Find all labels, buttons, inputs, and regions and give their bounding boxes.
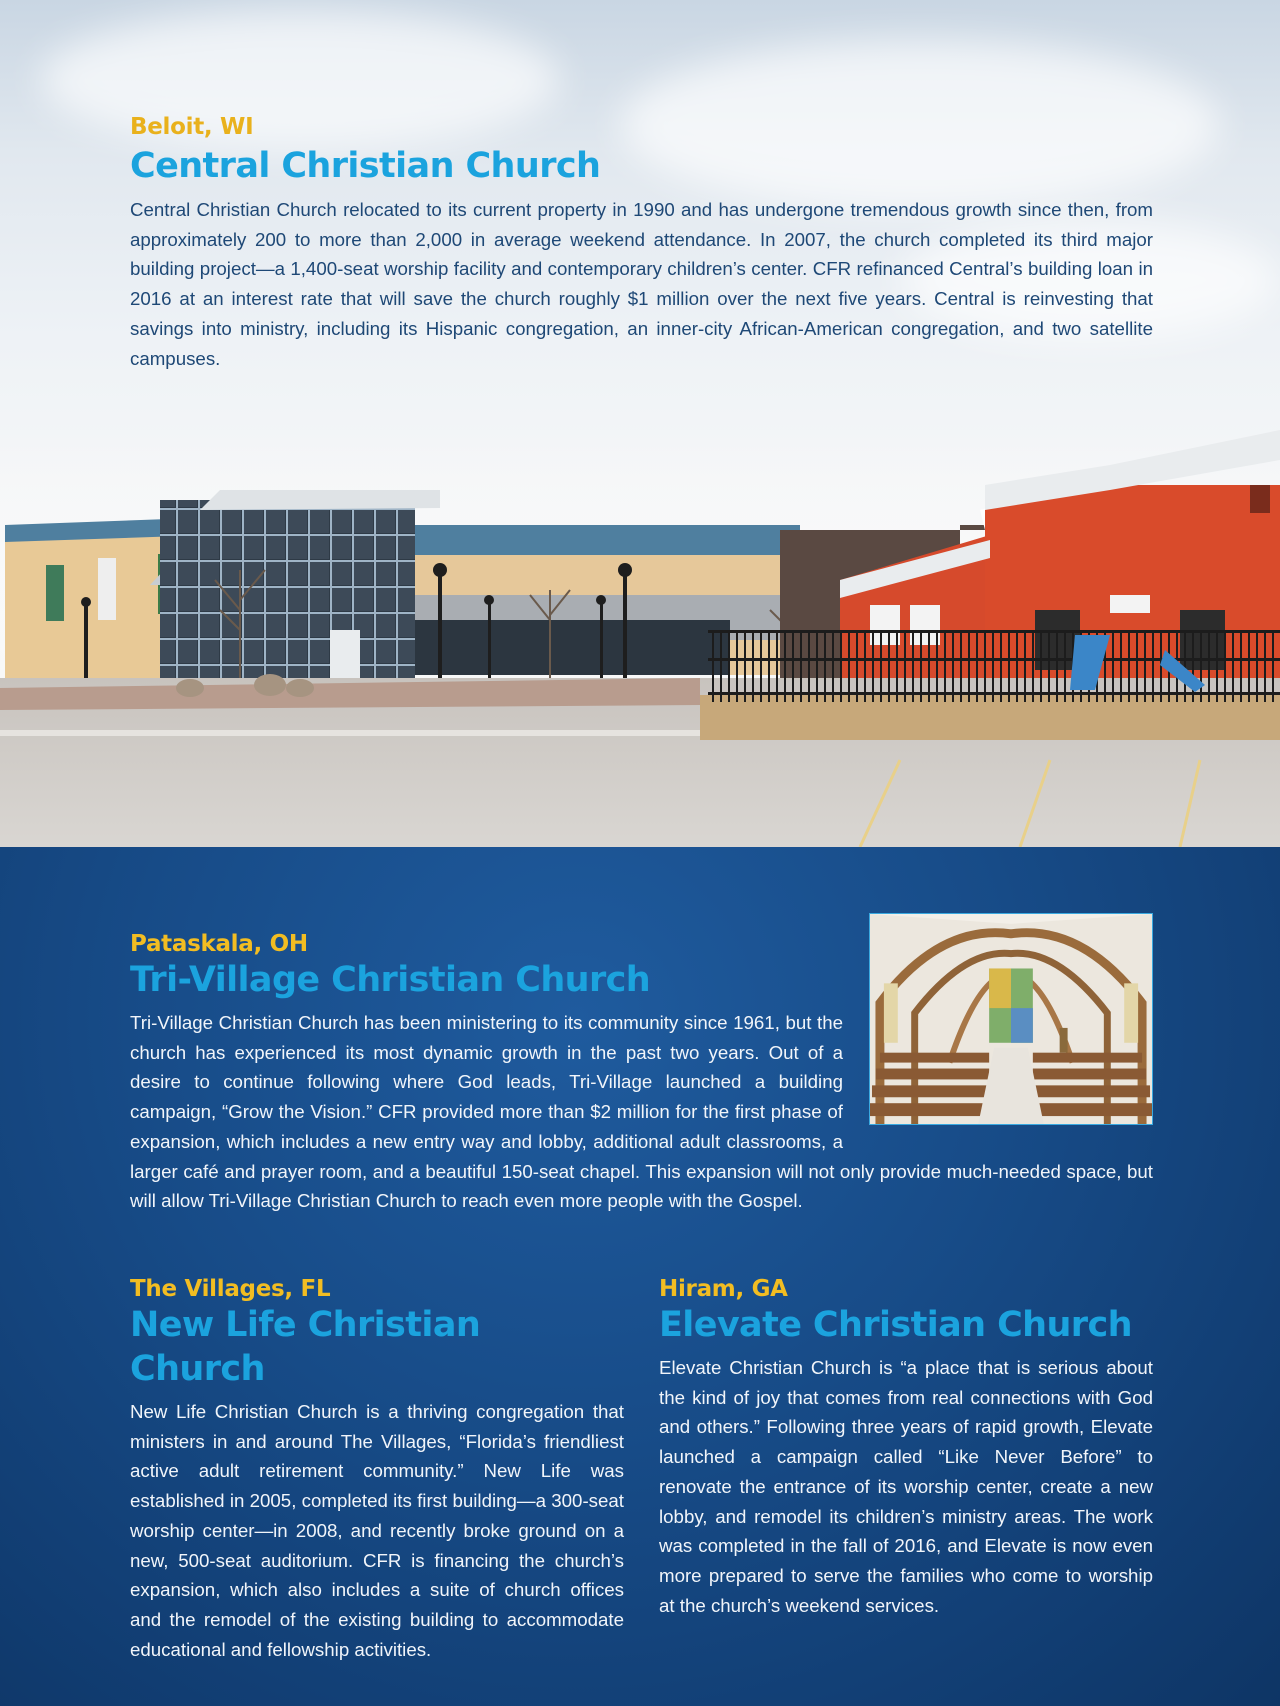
tri-village-section bbox=[130, 930, 1153, 1216]
church-description: Central Christian Church relocated to its current property in 1990 and has undergone tremendous growth since then, from approximately 200 to more than 2,000 in average weekend attendance. In 2007, the church completed its third major building project—a 1,400-seat worship facility and contemporary children’s center. CFR refinanced Central’s building loan in 2016 at an interest rate that will save the church roughly $1 million over the next five years. Central is reinvesting that savings into ministry, including its Hispanic congregation, an inner-city African-American congregation, and two satellite campuses. bbox=[130, 199, 1153, 369]
church-description: Tri-Village Christian Church has been ministering to its community since 1961, but the church has experienced its most dynamic growth in the past two years. Out of a desire to continue following where God leads, Tri-Village launched a building campaign, “Grow the Vision.” CFR provided more than $2 million for the first phase of expansion, which includes a new entry way and lobby, additional adult classrooms, a larger café and prayer room, and a beautiful 150-seat chapel. This expansion will not only provide much-needed space, but will allow Tri-Village Christian Church to reach even more people with the Gospel. bbox=[130, 1012, 1153, 1212]
bottom-section bbox=[0, 847, 1280, 1706]
church-description: Elevate Christian Church is “a place that is serious about the kind of joy that comes from real connections with God and others.” Following three years of rapid growth, Elevate launched a campaign called “Like Never Before” to renovate the entrance of its worship center, create a new lobby, and remodel its children’s ministry areas. The work was completed in the fall of 2016, and Elevate is now even more prepared to serve the families who come to worship at the church’s weekend services. bbox=[659, 1357, 1153, 1616]
location-heading: Pataskala, OH bbox=[130, 931, 308, 957]
location-heading: The Villages, FL bbox=[130, 1276, 331, 1302]
location-heading: Beloit, WI bbox=[130, 114, 254, 140]
location-heading: Hiram, GA bbox=[659, 1276, 788, 1302]
elevate-section bbox=[659, 1275, 1153, 1620]
top-section bbox=[0, 0, 1280, 847]
central-christian-section bbox=[130, 113, 1153, 373]
church-title: Tri-Village Christian Church bbox=[130, 960, 651, 1000]
church-description: New Life Christian Church is a thriving congregation that ministers in and around The Villages, “Florida’s friendliest active adult retirement community.” New Life was established in 2005, completed its first building—a 300-seat worship center—in 2008, and recently broke ground on a new, 500-seat auditorium. CFR is financing the church’s expansion, which also includes a suite of church offices and the remodel of the existing building to accommodate educational and fellowship activities. bbox=[130, 1401, 624, 1660]
new-life-section bbox=[130, 1275, 624, 1664]
chapel-interior-photo bbox=[869, 913, 1153, 1125]
church-title: Central Christian Church bbox=[130, 146, 601, 186]
church-title: Elevate Christian Church bbox=[659, 1305, 1132, 1345]
central-christian-building-photo bbox=[0, 430, 1280, 847]
church-title: New Life Christian Church bbox=[130, 1305, 481, 1389]
